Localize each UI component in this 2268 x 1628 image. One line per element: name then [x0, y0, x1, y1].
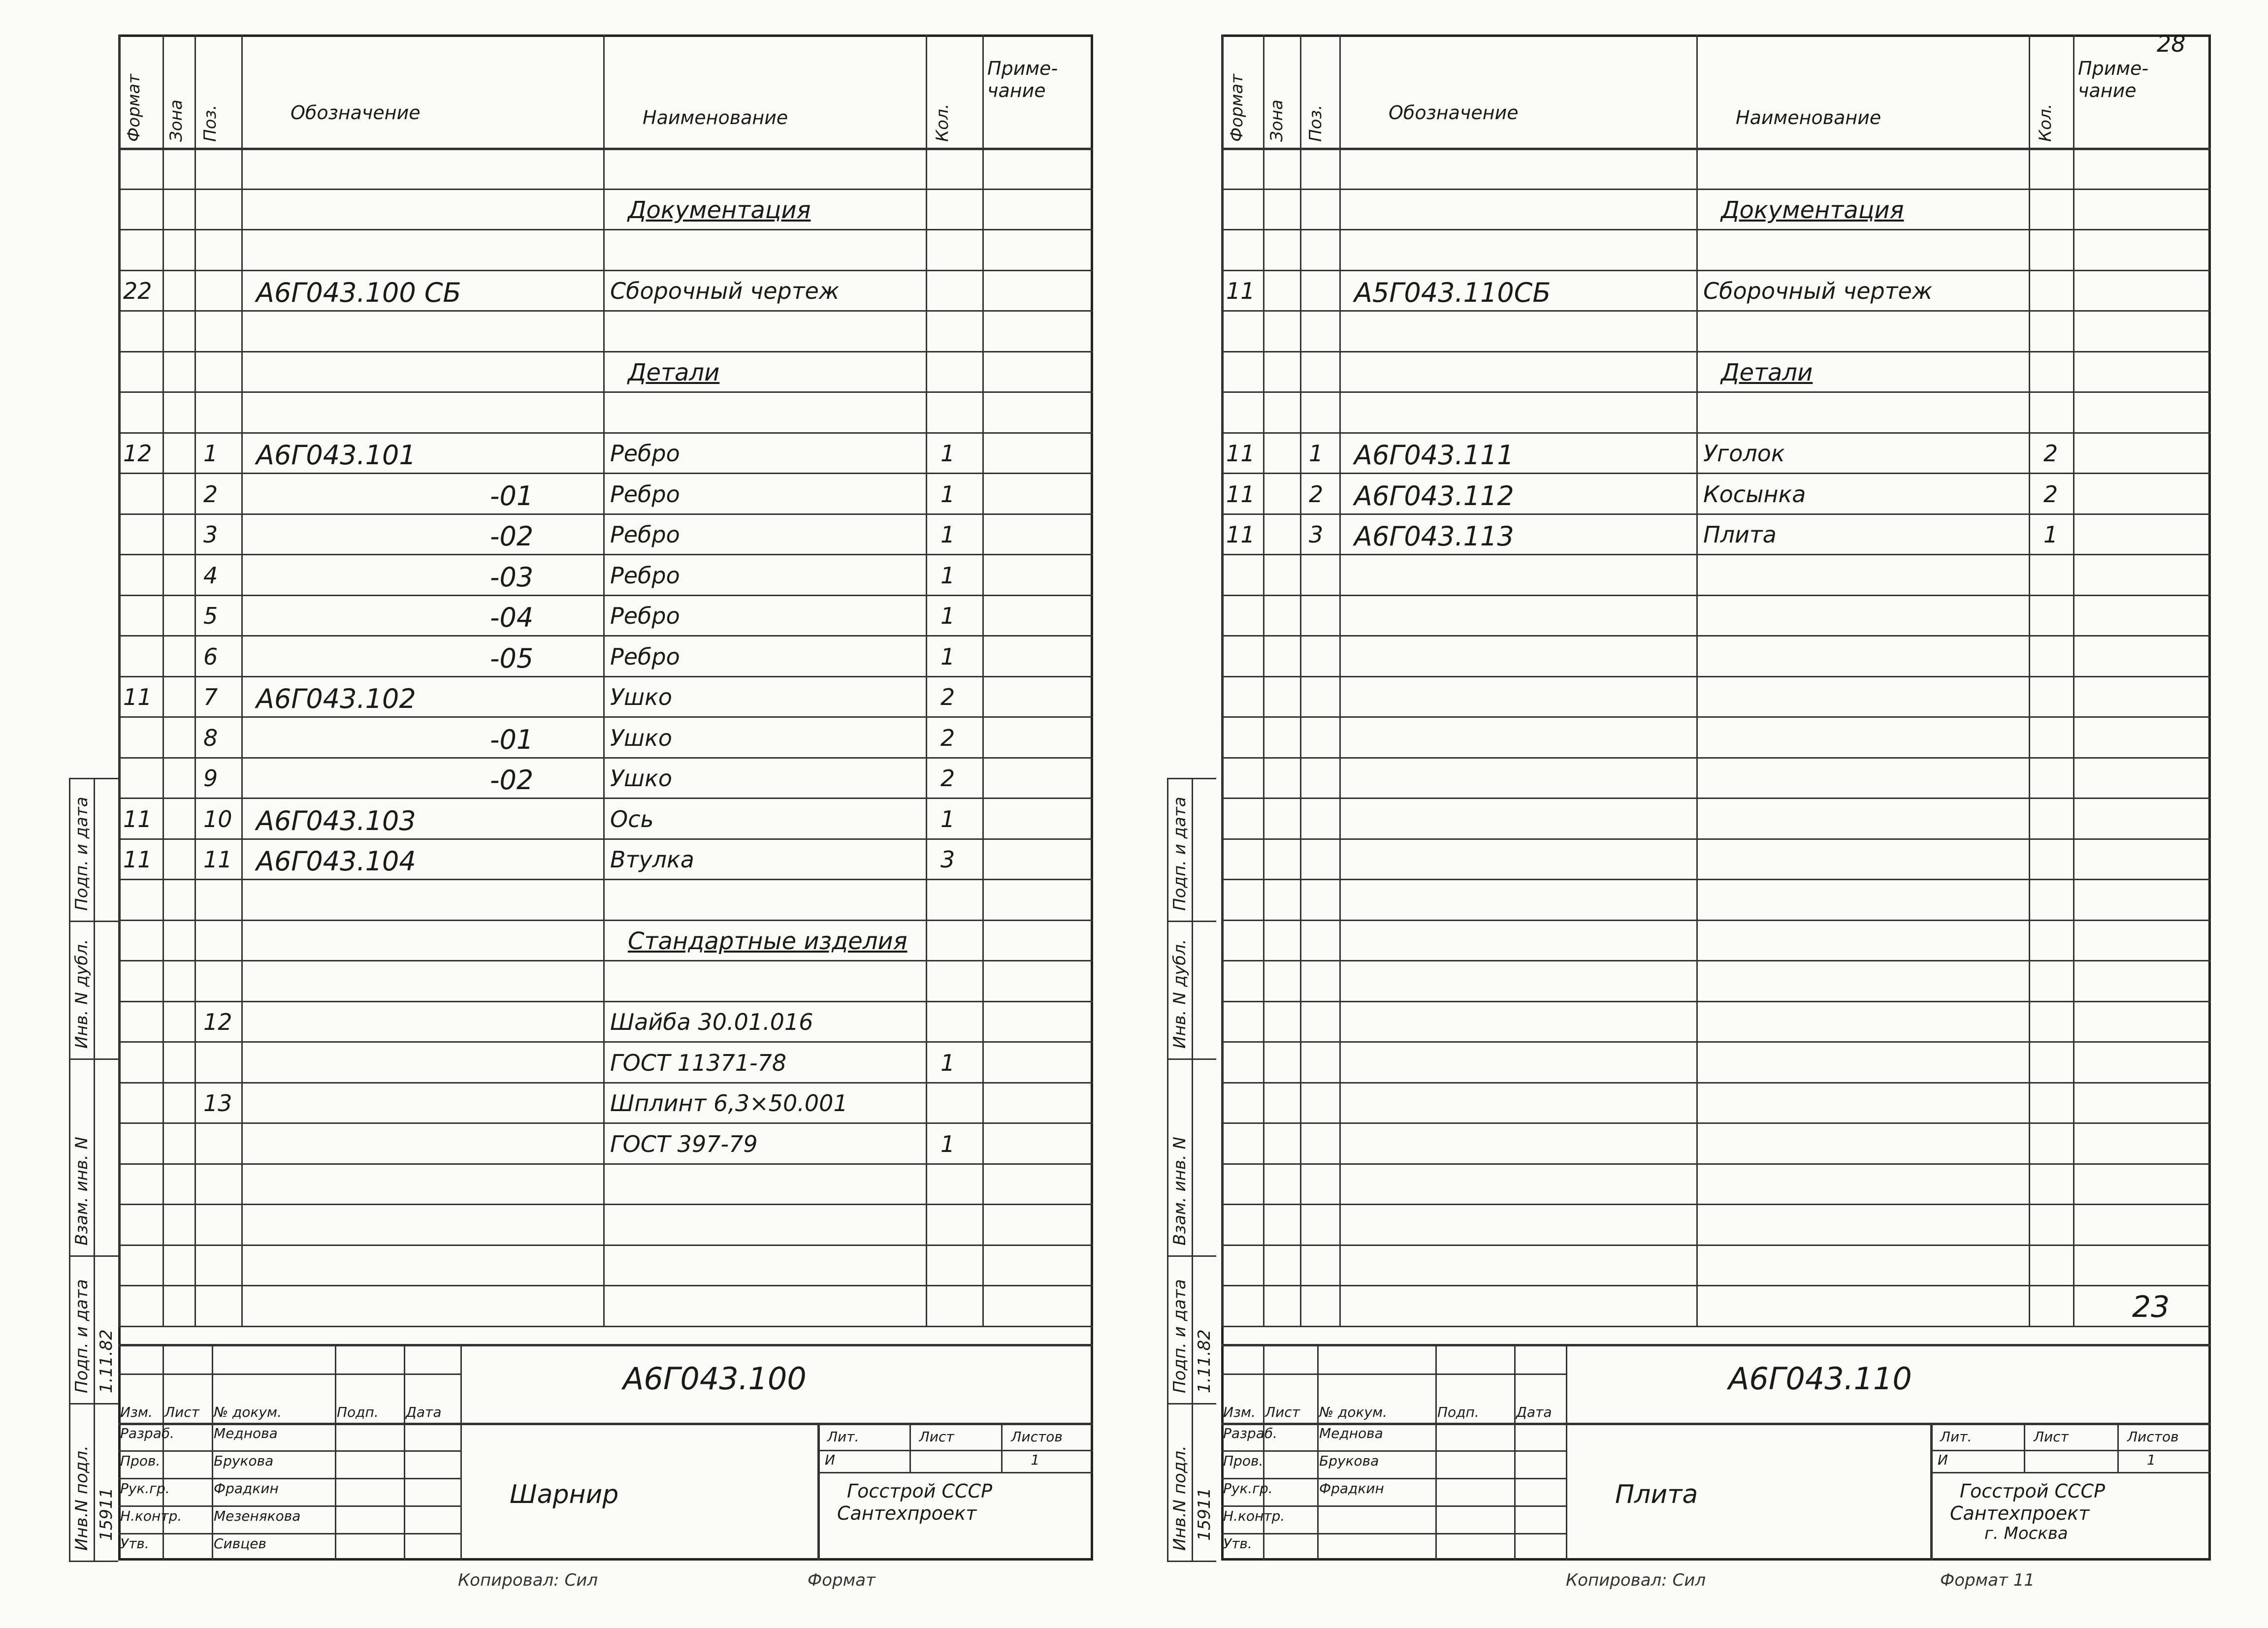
title-role: Н.контр.	[120, 1508, 182, 1524]
footer-copied-by: Копировал: Сил	[458, 1570, 598, 1590]
section-heading: Детали	[628, 359, 720, 386]
cell-pos: 11	[203, 846, 232, 873]
side-strip-line	[1167, 778, 1216, 779]
header-zone: Зона	[166, 99, 186, 142]
header-name: Наименование	[1736, 107, 1881, 128]
cell-designation: А6Г043.104	[256, 846, 416, 877]
cell-name: Уголок	[1703, 440, 1785, 467]
cell-pos: 10	[203, 805, 232, 832]
lit-label: Лит.	[1940, 1429, 1972, 1445]
row-line	[1221, 1082, 2211, 1084]
side-inv-value: 15911	[97, 1487, 116, 1541]
header-qty: Кол.	[2036, 103, 2055, 142]
cell-name: Ушко	[610, 684, 673, 710]
cell-name: Плита	[1703, 521, 1777, 548]
side-label: Подп. и дата	[1170, 797, 1190, 911]
header-note: Приме-	[2078, 58, 2149, 79]
cell-designation: -05	[490, 642, 534, 674]
cell-name: Ребро	[610, 562, 680, 589]
cell-qty: 1	[940, 521, 955, 548]
row-line	[1221, 716, 2211, 718]
side-strip-line	[1167, 1403, 1216, 1405]
cell-qty: 1	[940, 805, 955, 832]
cell-name: Ушко	[610, 724, 673, 751]
title-grid-line	[1317, 1344, 1319, 1561]
cell-qty: 1	[940, 603, 955, 629]
header-pos: Поз.	[200, 104, 220, 142]
title-col-header: Лист	[164, 1404, 199, 1420]
title-role: Утв.	[1223, 1535, 1252, 1552]
title-col-header: Дата	[1516, 1404, 1552, 1420]
cell-name: Ребро	[610, 480, 680, 508]
title-grid-line	[1263, 1344, 1264, 1561]
cell-pos: 12	[203, 1009, 232, 1035]
side-label: Подп. и дата	[72, 797, 92, 911]
title-col-header: Изм.	[1223, 1404, 1256, 1420]
cell-name: ГОСТ 11371-78	[610, 1049, 787, 1076]
column-line	[1339, 34, 1341, 1326]
cell-name: Сборочный чертеж	[1703, 278, 1933, 304]
title-role: Пров.	[1223, 1453, 1264, 1469]
cell-name: Ребро	[610, 440, 680, 467]
page-mark: 23	[2132, 1290, 2170, 1324]
sheets-label: Листов	[1011, 1429, 1063, 1445]
side-label: Подп. и дата	[72, 1279, 92, 1393]
sheet-number: 28	[2157, 31, 2186, 57]
side-strip-line	[1167, 1058, 1216, 1060]
org-line-2: Сантехпроект	[1950, 1502, 2090, 1524]
title-grid-line	[1221, 1450, 1566, 1452]
cell-designation: А6Г043.111	[1354, 440, 1514, 471]
title-grid-line	[1514, 1344, 1516, 1561]
title-block-top	[1221, 1344, 2211, 1346]
row-line	[1221, 310, 2211, 312]
cell-designation: А6Г043.101	[256, 440, 416, 471]
title-grid-line	[1221, 1505, 1566, 1507]
row-line	[1221, 676, 2211, 677]
title-name: Мезенякова	[214, 1508, 301, 1524]
title-col-header: Лист	[1265, 1404, 1300, 1420]
row-line	[1221, 757, 2211, 759]
row-line	[1221, 595, 2211, 596]
footer-format: Формат 11	[1940, 1570, 2035, 1590]
cell-name: Шайба 30.01.016	[610, 1009, 813, 1035]
sheets-value: 1	[2147, 1452, 2156, 1468]
cell-qty: 1	[940, 562, 955, 589]
sheet-label: Лист	[2034, 1429, 2069, 1445]
header-zone: Зона	[1267, 99, 1287, 142]
cell-pos: 8	[203, 724, 218, 751]
cell-name: Ушко	[610, 765, 673, 792]
cell-designation: А6Г043.100 СБ	[256, 277, 461, 308]
cell-designation: А6Г043.113	[1354, 521, 1514, 552]
row-line	[1221, 1041, 2211, 1043]
title-name: Брукова	[214, 1453, 274, 1469]
cell-name: Косынка	[1703, 480, 1806, 508]
row-line	[1221, 513, 2211, 515]
title-role: Разраб.	[120, 1425, 175, 1441]
cell-name: Ребро	[610, 521, 680, 548]
title-role: Рук.гр.	[1223, 1480, 1273, 1497]
title-col-header: Изм.	[120, 1404, 153, 1420]
cell-format: 11	[123, 846, 152, 873]
row-line	[1221, 229, 2211, 230]
cell-pos: 3	[1309, 521, 1324, 548]
cell-name: ГОСТ 397-79	[610, 1130, 758, 1157]
column-line	[2029, 34, 2030, 1326]
cell-format: 22	[123, 278, 152, 304]
title-col-header: Подп.	[1437, 1404, 1479, 1420]
title-grid-line	[1930, 1423, 1933, 1561]
title-grid-line	[1435, 1344, 1437, 1561]
side-label: Взам. инв. N	[72, 1137, 92, 1245]
section-heading: Детали	[1721, 359, 1813, 386]
cell-qty: 1	[940, 1049, 955, 1076]
cell-designation: -02	[490, 765, 534, 796]
side-date-value: 1.11.82	[97, 1329, 116, 1393]
cell-pos: 7	[203, 684, 218, 710]
header-format: Формат	[1227, 74, 1247, 142]
row-line	[1221, 920, 2211, 921]
side-inv-value: 15911	[1195, 1487, 1214, 1541]
column-line	[1221, 34, 1224, 1326]
title-role: Утв.	[120, 1535, 149, 1552]
title-name: Меднова	[214, 1425, 278, 1441]
row-line	[1221, 879, 2211, 880]
row-line	[1221, 1326, 2211, 1327]
cell-designation: -02	[490, 521, 534, 552]
cell-qty: 1	[940, 480, 955, 508]
row-line	[1221, 1204, 2211, 1205]
side-label: Инв. N дубл.	[72, 939, 92, 1049]
org-line-1: Госстрой СССР	[1960, 1480, 2106, 1502]
cell-name: Втулка	[610, 846, 694, 873]
row-line	[1221, 960, 2211, 961]
side-label: Инв. N дубл.	[1170, 939, 1190, 1049]
cell-pos: 1	[203, 440, 218, 467]
org-line-2: Сантехпроект	[837, 1502, 977, 1524]
lit-value: И	[825, 1452, 835, 1468]
doc-number: А6Г043.110	[1728, 1361, 1912, 1397]
row-line	[1221, 473, 2211, 474]
header-designation: Обозначение	[1389, 102, 1519, 124]
title-role: Пров.	[120, 1453, 161, 1469]
row-line	[1221, 554, 2211, 555]
title-grid-line	[1221, 1533, 1566, 1534]
row-line	[1221, 838, 2211, 840]
lit-value: И	[1938, 1452, 1948, 1468]
product-name: Шарнир	[510, 1480, 619, 1509]
row-line	[1221, 1245, 2211, 1246]
side-label: Инв.N подл.	[72, 1445, 92, 1551]
title-grid-line	[1221, 1373, 1566, 1375]
cell-pos: 5	[203, 603, 218, 629]
row-line	[1221, 270, 2211, 271]
title-role: Разраб.	[1223, 1425, 1278, 1441]
cell-name: Ребро	[610, 643, 680, 670]
lit-label: Лит.	[827, 1429, 859, 1445]
title-name: Сивцев	[214, 1535, 267, 1552]
side-strip-line	[1167, 1255, 1216, 1257]
cell-format: 11	[123, 684, 152, 710]
cell-pos: 2	[1309, 480, 1324, 508]
section-heading: Документация	[628, 196, 811, 224]
header-divider	[1221, 148, 2211, 150]
title-role: Н.контр.	[1223, 1508, 1285, 1524]
title-col-header: № докум.	[214, 1404, 282, 1420]
title-col-header: № докум.	[1319, 1404, 1388, 1420]
cell-format: 11	[123, 805, 152, 832]
footer-copied-by: Копировал: Сил	[1566, 1570, 1706, 1590]
side-strip-line	[1167, 778, 1168, 1561]
title-role: Рук.гр.	[120, 1480, 170, 1497]
side-strip-line	[1192, 778, 1193, 1561]
header-name: Наименование	[643, 107, 788, 128]
sheets-label: Листов	[2127, 1429, 2179, 1445]
cell-designation: -01	[490, 480, 534, 511]
column-line	[1263, 34, 1264, 1326]
header-format: Формат	[124, 74, 144, 142]
cell-format: 12	[123, 440, 152, 467]
cell-name: Сборочный чертеж	[610, 278, 840, 304]
org-line-1: Госстрой СССР	[847, 1480, 993, 1502]
cell-pos: 4	[203, 562, 218, 589]
title-grid-line	[2024, 1423, 2025, 1472]
title-grid-line	[1930, 1450, 2211, 1451]
row-line	[1221, 432, 2211, 434]
column-line	[2073, 34, 2074, 1326]
row-line	[1221, 189, 2211, 190]
side-strip-line	[1167, 1561, 1216, 1562]
footer-format: Формат	[808, 1570, 875, 1590]
cell-pos: 13	[203, 1090, 232, 1117]
cell-pos: 1	[1309, 440, 1324, 467]
cell-designation: -04	[490, 602, 534, 633]
side-label: Подп. и дата	[1170, 1279, 1190, 1393]
section-heading: Документация	[1721, 196, 1904, 224]
cell-format: 11	[1226, 440, 1255, 467]
header-note: Приме-	[987, 58, 1058, 79]
sheets-value: 1	[1031, 1452, 1040, 1468]
cell-format: 11	[1226, 521, 1255, 548]
cell-designation: -01	[490, 724, 534, 755]
row-line	[1221, 798, 2211, 799]
cell-designation: А6Г043.112	[1354, 480, 1514, 511]
title-col-header: Дата	[406, 1404, 442, 1420]
cell-name: Ребро	[610, 603, 680, 629]
cell-qty: 2	[2043, 480, 2058, 508]
header-designation: Обозначение	[291, 102, 421, 124]
title-name: Фрадкин	[214, 1480, 279, 1497]
cell-name: Шплинт 6,3×50.001	[610, 1090, 848, 1117]
cell-pos: 3	[203, 521, 218, 548]
cell-qty: 2	[940, 765, 955, 792]
side-label: Взам. инв. N	[1170, 1137, 1190, 1245]
row-line	[1221, 635, 2211, 637]
cell-qty: 2	[2043, 440, 2058, 467]
product-name: Плита	[1615, 1480, 1698, 1509]
title-name: Меднова	[1319, 1425, 1383, 1441]
row-line	[1221, 1122, 2211, 1124]
cell-qty: 2	[940, 684, 955, 710]
header-note-2: чание	[987, 80, 1046, 101]
org-line-3: г. Москва	[1984, 1524, 2068, 1543]
row-line	[1221, 391, 2211, 393]
side-date-value: 1.11.82	[1195, 1329, 1214, 1393]
title-name: Брукова	[1319, 1453, 1379, 1469]
header-note-2: чание	[2078, 80, 2137, 101]
cell-qty: 2	[940, 724, 955, 751]
title-grid-line	[1221, 1478, 1566, 1479]
cell-designation: А6Г043.103	[256, 805, 416, 836]
title-grid-line	[1930, 1472, 2211, 1473]
cell-designation: А6Г043.102	[256, 683, 416, 714]
cell-designation: А5Г043.110СБ	[1354, 277, 1551, 308]
sheet-label: Лист	[919, 1429, 954, 1445]
cell-qty: 1	[940, 1130, 955, 1157]
cell-pos: 6	[203, 643, 218, 670]
row-line	[1221, 1001, 2211, 1002]
cell-qty: 1	[2043, 521, 2058, 548]
cell-format: 11	[1226, 278, 1255, 304]
cell-name: Ось	[610, 805, 654, 832]
cell-qty: 1	[940, 440, 955, 467]
cell-qty: 1	[940, 643, 955, 670]
row-line	[1221, 1285, 2211, 1286]
cell-pos: 9	[203, 765, 218, 792]
title-grid-line	[2117, 1423, 2119, 1472]
section-heading: Стандартные изделия	[628, 927, 907, 955]
cell-qty: 3	[940, 846, 955, 873]
side-strip-line	[1167, 921, 1216, 922]
column-line	[1696, 34, 1698, 1326]
title-grid-line	[1566, 1344, 1567, 1561]
side-label: Инв.N подл.	[1170, 1445, 1190, 1551]
title-col-header: Подп.	[337, 1404, 379, 1420]
row-line	[1221, 1163, 2211, 1165]
cell-format: 11	[1226, 480, 1255, 508]
column-line	[1300, 34, 1301, 1326]
header-pos: Поз.	[1306, 104, 1326, 142]
cell-pos: 2	[203, 480, 218, 508]
row-line	[1221, 351, 2211, 352]
header-qty: Кол.	[933, 103, 952, 142]
title-name: Фрадкин	[1319, 1480, 1384, 1497]
doc-number: А6Г043.100	[623, 1361, 807, 1397]
cell-designation: -03	[490, 561, 534, 593]
